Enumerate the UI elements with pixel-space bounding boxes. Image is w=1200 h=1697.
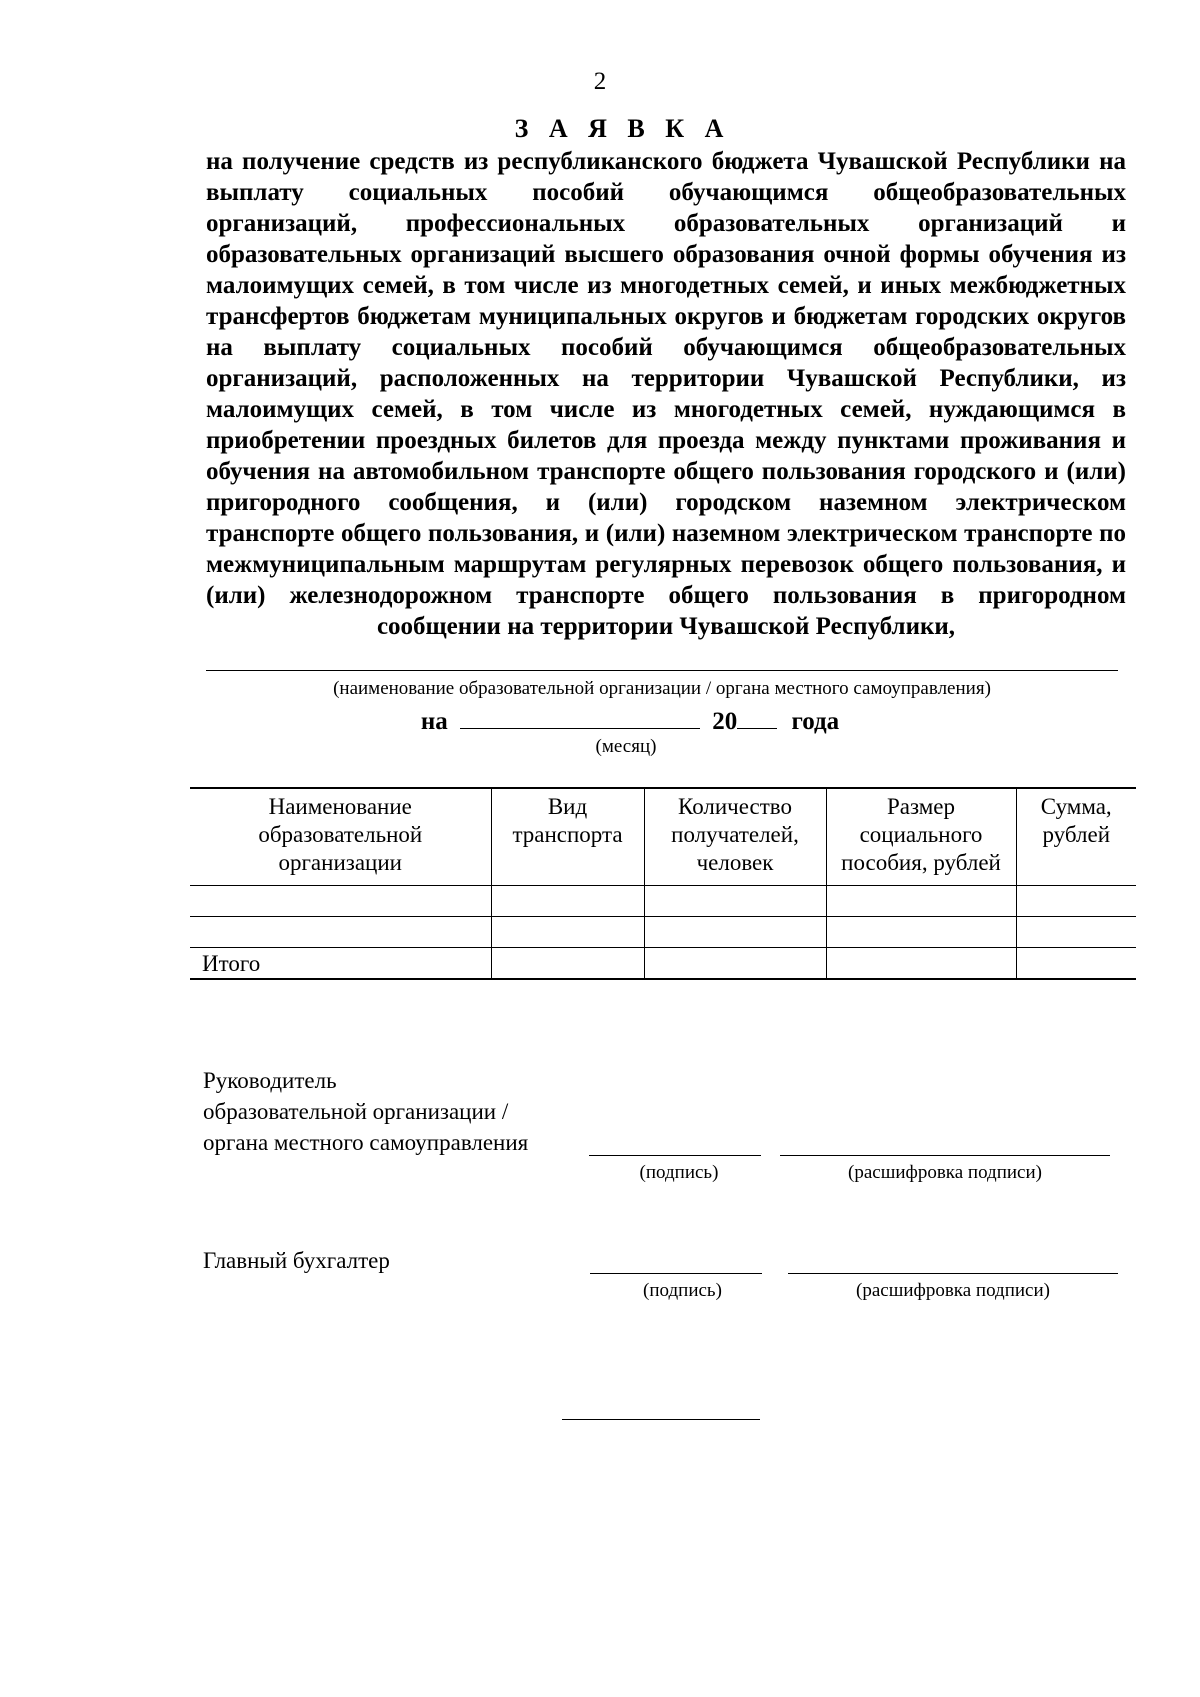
year-blank-field [737, 702, 777, 729]
table-total-row [190, 948, 1136, 980]
table-cell [190, 917, 491, 948]
closing-divider-line [562, 1419, 760, 1420]
accountant-signature-decode-line [788, 1273, 1118, 1274]
head-title-line-1: Руководитель [203, 1068, 337, 1093]
head-title-line-2: образовательной организации / [203, 1099, 509, 1124]
head-signature-line [589, 1155, 761, 1156]
table-cell [1016, 948, 1136, 980]
total-label: Итого [190, 948, 491, 980]
table-row [190, 917, 1136, 948]
header-transport-type: Вид транспорта [491, 788, 644, 886]
table-cell [1016, 886, 1136, 917]
document-subtitle: на получение средств из республиканского бюджета Чувашской Республики на выплату социальных пособий обучающимся общеобразовательных организаций, профессиональных образовательных организаций и образовательных организаций высшего образования очной формы обучения из малоимущих семей, в том числе из многодетных семей, и иных межбюджетных трансфертов бюджетам муниципальных округов и бюджетам городских округов на выплату социальных пособий обучающимся общеобразовательных организаций, расположенных на территории Чувашской Республики, из малоимущих семей, в том числе из многодетных семей, нуждающимся в приобретении проездных билетов для проезда между пунктами проживания и обучения на автомобильном транспорте общего пользования городского и (или) пригородного сообщения, и (или) городском наземном электрическом транспорте общего пользования, и (или) наземном электрическом транспорте по межмуниципальным маршрутам регулярных перевозок общего пользования, и (или) железнодорожном транспорте общего пользования в пригородном сообщении на территории Чувашской Республики, [206, 148, 1126, 640]
document-title: З А Я В К А [514, 114, 731, 143]
head-signature-decode-line [780, 1155, 1110, 1156]
table-cell [491, 948, 644, 980]
head-title-line-3: органа местного самоуправления [203, 1130, 529, 1155]
month-caption: (месяц) [595, 736, 657, 757]
accountant-decode-caption: (расшифровка подписи) [856, 1280, 1050, 1301]
table-cell [826, 886, 1016, 917]
table-cell [644, 948, 826, 980]
table-cell [644, 917, 826, 948]
table-cell [826, 948, 1016, 980]
page-number: 2 [593, 68, 607, 95]
table-cell [1016, 917, 1136, 948]
year-prefix: 20 [712, 708, 738, 735]
organization-name-line [206, 670, 1118, 671]
table-header-row [190, 788, 1136, 886]
month-blank-field [460, 702, 700, 729]
head-decode-caption: (расшифровка подписи) [848, 1162, 1042, 1183]
table-cell [190, 886, 491, 917]
header-org-name: Наименование образовательной организации [190, 788, 491, 886]
period-suffix: года [791, 708, 840, 735]
header-allowance-amount: Размер социального пособия, рублей [826, 788, 1016, 886]
period-line [0, 702, 1200, 736]
table-row [190, 886, 1136, 917]
table-cell [491, 917, 644, 948]
header-total-sum: Сумма, рублей [1016, 788, 1136, 886]
header-recipients-count: Количество получателей, человек [644, 788, 826, 886]
organization-name-caption: (наименование образовательной организации / органа местного самоуправления) [333, 678, 991, 699]
application-table [190, 787, 1136, 980]
period-prefix: на [420, 708, 448, 735]
table-cell [491, 886, 644, 917]
accountant-signature-line [590, 1273, 762, 1274]
head-signature-caption: (подпись) [639, 1162, 719, 1183]
table-cell [644, 886, 826, 917]
table-cell [826, 917, 1016, 948]
chief-accountant-label: Главный бухгалтер [203, 1248, 390, 1273]
accountant-signature-caption: (подпись) [643, 1280, 722, 1301]
